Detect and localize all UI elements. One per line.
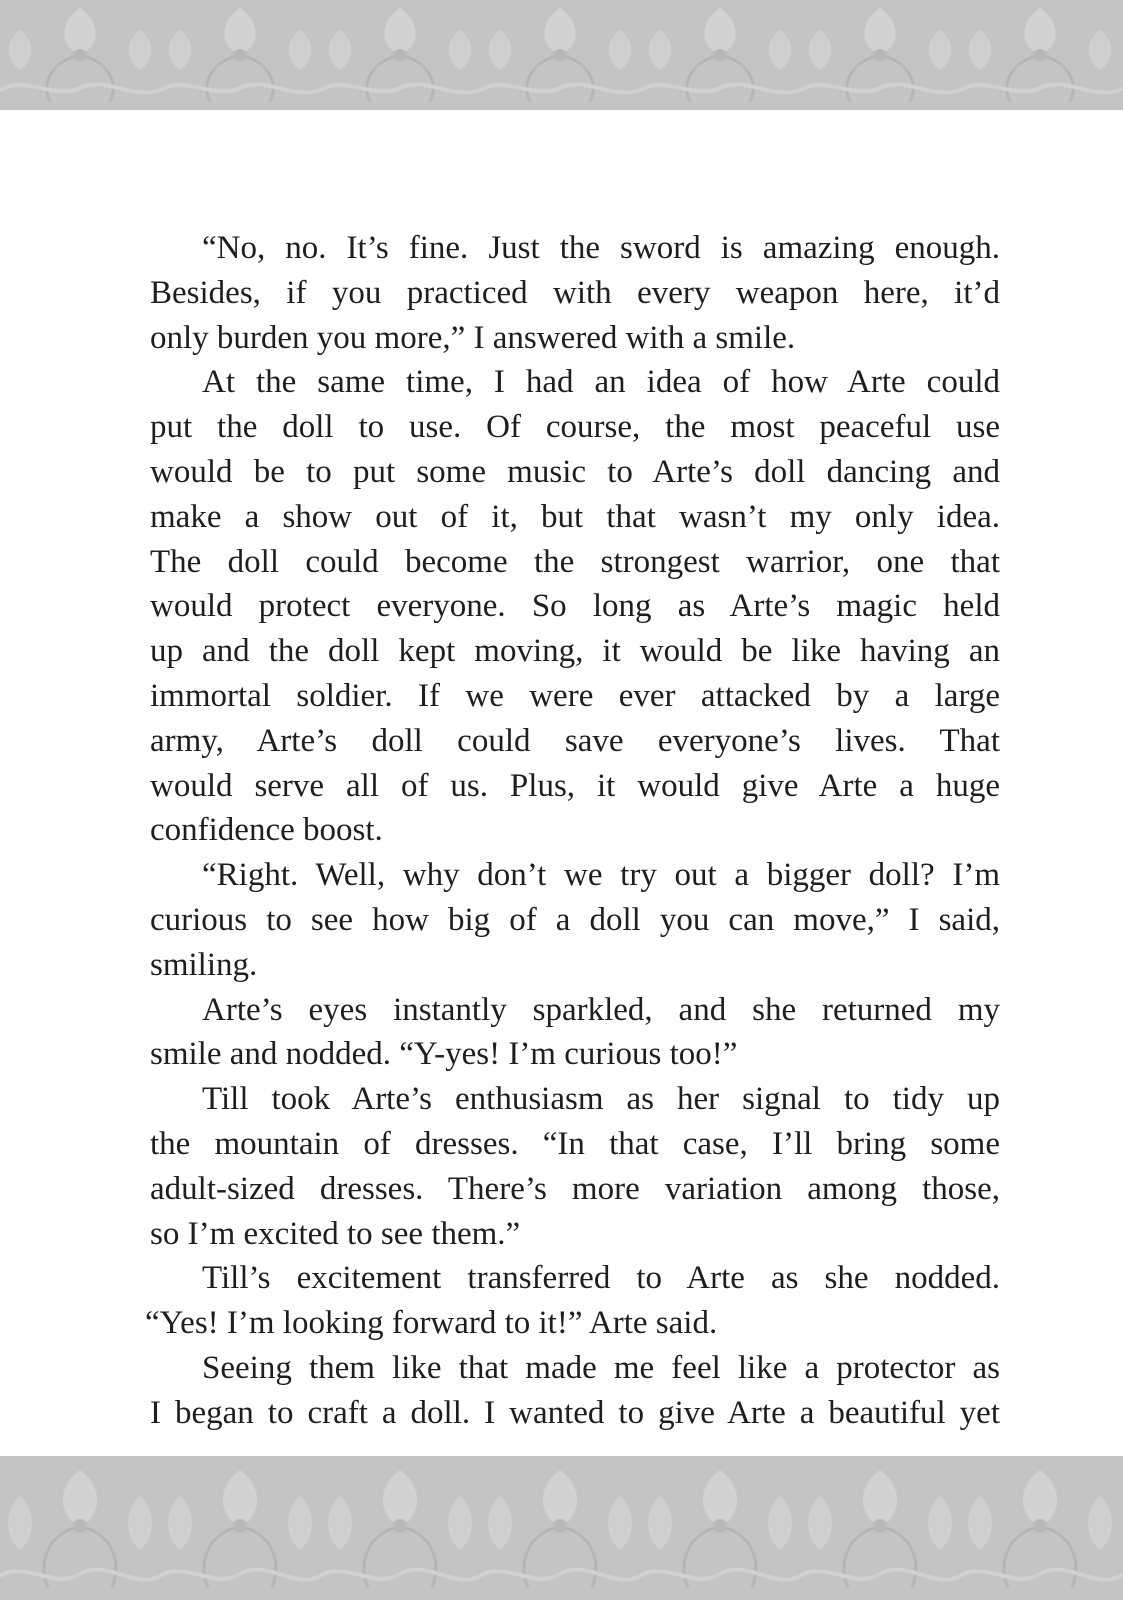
top-damask-pattern: [0, 0, 1123, 110]
text-line-23: so I’m excited to see them.”: [150, 1215, 521, 1252]
text-line-18: Arte’s eyes instantly sparkled, and she returned my: [202, 991, 1000, 1028]
text-line-3: only burden you more,” I answered with a smile.: [150, 319, 796, 356]
text-line-14: confidence boost.: [150, 812, 383, 849]
text-line-15: “Right. Well, why don’t we try out a bigger doll? I’m: [202, 857, 1000, 894]
text-line-26: Seeing them like that made me feel like a protector as: [202, 1349, 1000, 1386]
text-line-16: curious to see how big of a doll you can move,” I said,: [150, 901, 1000, 938]
text-line-10: up and the doll kept moving, it would be like having an: [150, 633, 1000, 670]
text-line-20: Till took Arte’s enthusiasm as her signal to tidy up: [202, 1081, 1000, 1118]
bottom-damask-pattern: [0, 1456, 1123, 1600]
text-line-27: I began to craft a doll. I wanted to give Arte a beautiful yet: [150, 1394, 1000, 1431]
text-line-22: adult-sized dresses. There’s more variation among those,: [150, 1170, 1000, 1207]
text-line-13: would serve all of us. Plus, it would give Arte a huge: [150, 767, 1000, 804]
text-line-8: The doll could become the strongest warrior, one that: [150, 543, 1000, 580]
text-line-21: the mountain of dresses. “In that case, I’ll bring some: [150, 1125, 1000, 1162]
text-line-2: Besides, if you practiced with every weapon here, it’d: [150, 274, 1000, 311]
text-line-25: “Yes! I’m looking forward to it!” Arte said.: [145, 1305, 718, 1342]
text-line-7: make a show out of it, but that wasn’t my only idea.: [150, 498, 1000, 535]
text-line-6: would be to put some music to Arte’s doll dancing and: [150, 453, 1000, 490]
top-ornamental-border: [0, 0, 1123, 110]
text-line-5: put the doll to use. Of course, the most peaceful use: [150, 409, 1000, 446]
text-line-19: smile and nodded. “Y-yes! I’m curious too!”: [150, 1036, 738, 1073]
text-line-12: army, Arte’s doll could save everyone’s lives. That: [150, 722, 1000, 759]
text-line-24: Till’s excitement transferred to Arte as she nodded.: [202, 1260, 1000, 1297]
body-text: [145, 226, 1000, 1436]
bottom-ornamental-border: [0, 1456, 1123, 1600]
text-line-17: smiling.: [150, 946, 258, 983]
text-line-4: At the same time, I had an idea of how Arte could: [202, 364, 1000, 401]
text-line-1: “No, no. It’s fine. Just the sword is amazing enough.: [202, 230, 1000, 266]
text-line-11: immortal soldier. If we were ever attacked by a large: [150, 677, 1000, 714]
text-line-9: would protect everyone. So long as Arte’s magic held: [150, 588, 1000, 625]
